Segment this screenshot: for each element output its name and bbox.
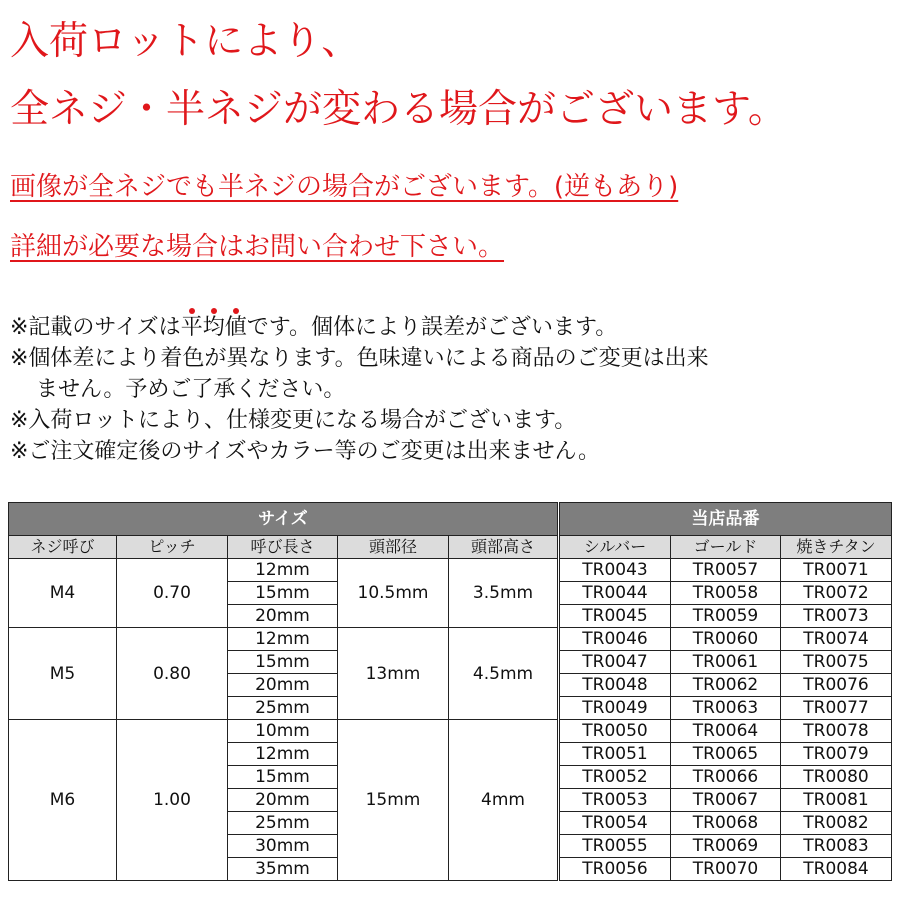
cell-silver-number: TR0055 — [559, 835, 671, 858]
col-thread: ネジ呼び — [9, 536, 117, 559]
cell-gold-number: TR0057 — [671, 559, 781, 582]
cell-gold-number: TR0058 — [671, 582, 781, 605]
headline-line-2: 全ネジ・半ネジが変わる場合がございます。 — [10, 87, 787, 132]
cell-length: 25mm — [228, 812, 338, 835]
cell-head-height: 3.5mm — [449, 559, 559, 628]
cell-length: 12mm — [228, 628, 338, 651]
cell-gold-number: TR0065 — [671, 743, 781, 766]
cell-burnt-titanium-number: TR0079 — [781, 743, 892, 766]
cell-head-height: 4mm — [449, 720, 559, 881]
col-pitch: ピッチ — [117, 536, 228, 559]
cell-gold-number: TR0063 — [671, 697, 781, 720]
cell-silver-number: TR0054 — [559, 812, 671, 835]
cell-length: 15mm — [228, 766, 338, 789]
cell-silver-number: TR0048 — [559, 674, 671, 697]
emphasis-char: 値 — [225, 312, 247, 343]
cell-length: 30mm — [228, 835, 338, 858]
note-color-difference-cont: ません。予めご了承ください。 — [36, 377, 346, 402]
cell-silver-number: TR0052 — [559, 766, 671, 789]
cell-gold-number: TR0060 — [671, 628, 781, 651]
headline-line-1: 入荷ロットにより、 — [10, 19, 361, 64]
cell-head-diameter: 15mm — [338, 720, 449, 881]
group-size-header: サイズ — [9, 503, 559, 536]
cell-gold-number: TR0066 — [671, 766, 781, 789]
notes-block — [10, 312, 709, 467]
col-silver: シルバー — [559, 536, 671, 559]
cell-head-diameter: 13mm — [338, 628, 449, 720]
spec-table — [8, 502, 892, 881]
table-row — [9, 559, 892, 582]
col-head-diameter: 頭部径 — [338, 536, 449, 559]
cell-burnt-titanium-number: TR0082 — [781, 812, 892, 835]
cell-length: 12mm — [228, 559, 338, 582]
cell-silver-number: TR0047 — [559, 651, 671, 674]
table-group-header — [9, 503, 892, 536]
cell-thread: M4 — [9, 559, 117, 628]
cell-thread: M6 — [9, 720, 117, 881]
cell-gold-number: TR0068 — [671, 812, 781, 835]
cell-length: 25mm — [228, 697, 338, 720]
cell-gold-number: TR0070 — [671, 858, 781, 881]
table-row — [9, 720, 892, 743]
cell-burnt-titanium-number: TR0081 — [781, 789, 892, 812]
cell-pitch: 0.80 — [117, 628, 228, 720]
cell-length: 20mm — [228, 674, 338, 697]
cell-silver-number: TR0045 — [559, 605, 671, 628]
notice-underlined-2: 詳細が必要な場合はお問い合わせ下さい。 — [10, 232, 505, 262]
cell-head-diameter: 10.5mm — [338, 559, 449, 628]
cell-gold-number: TR0062 — [671, 674, 781, 697]
col-head-height: 頭部高さ — [449, 536, 559, 559]
cell-length: 35mm — [228, 858, 338, 881]
emphasis-char: 平 — [181, 312, 203, 343]
table-row — [9, 628, 892, 651]
cell-length: 15mm — [228, 582, 338, 605]
col-burnt-titanium: 焼きチタン — [781, 536, 892, 559]
cell-gold-number: TR0061 — [671, 651, 781, 674]
cell-burnt-titanium-number: TR0083 — [781, 835, 892, 858]
cell-burnt-titanium-number: TR0078 — [781, 720, 892, 743]
cell-burnt-titanium-number: TR0077 — [781, 697, 892, 720]
cell-length: 10mm — [228, 720, 338, 743]
cell-silver-number: TR0056 — [559, 858, 671, 881]
cell-burnt-titanium-number: TR0080 — [781, 766, 892, 789]
note-average-size — [10, 312, 709, 343]
cell-gold-number: TR0069 — [671, 835, 781, 858]
cell-length: 20mm — [228, 605, 338, 628]
cell-silver-number: TR0051 — [559, 743, 671, 766]
cell-gold-number: TR0059 — [671, 605, 781, 628]
cell-length: 20mm — [228, 789, 338, 812]
cell-head-height: 4.5mm — [449, 628, 559, 720]
cell-pitch: 1.00 — [117, 720, 228, 881]
cell-silver-number: TR0053 — [559, 789, 671, 812]
cell-silver-number: TR0046 — [559, 628, 671, 651]
cell-silver-number: TR0049 — [559, 697, 671, 720]
cell-pitch: 0.70 — [117, 559, 228, 628]
notice-underlined-1: 画像が全ネジでも半ネジの場合がございます。(逆もあり) — [10, 172, 679, 202]
cell-gold-number: TR0064 — [671, 720, 781, 743]
cell-silver-number: TR0050 — [559, 720, 671, 743]
cell-silver-number: TR0043 — [559, 559, 671, 582]
cell-burnt-titanium-number: TR0074 — [781, 628, 892, 651]
note-color-difference: ※個体差により着色が異なります。色味違いによる商品のご変更は出来 — [10, 346, 709, 371]
table-column-header — [9, 536, 892, 559]
cell-burnt-titanium-number: TR0076 — [781, 674, 892, 697]
cell-length: 12mm — [228, 743, 338, 766]
cell-length: 15mm — [228, 651, 338, 674]
cell-burnt-titanium-number: TR0072 — [781, 582, 892, 605]
cell-gold-number: TR0067 — [671, 789, 781, 812]
cell-burnt-titanium-number: TR0071 — [781, 559, 892, 582]
note-1-prefix: ※記載のサイズは — [10, 315, 181, 340]
group-item-number-header: 当店品番 — [559, 503, 892, 536]
emphasis-char: 均 — [203, 312, 225, 343]
cell-burnt-titanium-number: TR0084 — [781, 858, 892, 881]
col-gold: ゴールド — [671, 536, 781, 559]
cell-burnt-titanium-number: TR0073 — [781, 605, 892, 628]
cell-burnt-titanium-number: TR0075 — [781, 651, 892, 674]
col-length: 呼び長さ — [228, 536, 338, 559]
cell-thread: M5 — [9, 628, 117, 720]
note-spec-change: ※入荷ロットにより、仕様変更になる場合がございます。 — [10, 408, 577, 433]
note-no-change-after-order: ※ご注文確定後のサイズやカラー等のご変更は出来ません。 — [10, 439, 600, 464]
note-1-suffix: です。個体により誤差がございます。 — [246, 315, 618, 340]
cell-silver-number: TR0044 — [559, 582, 671, 605]
